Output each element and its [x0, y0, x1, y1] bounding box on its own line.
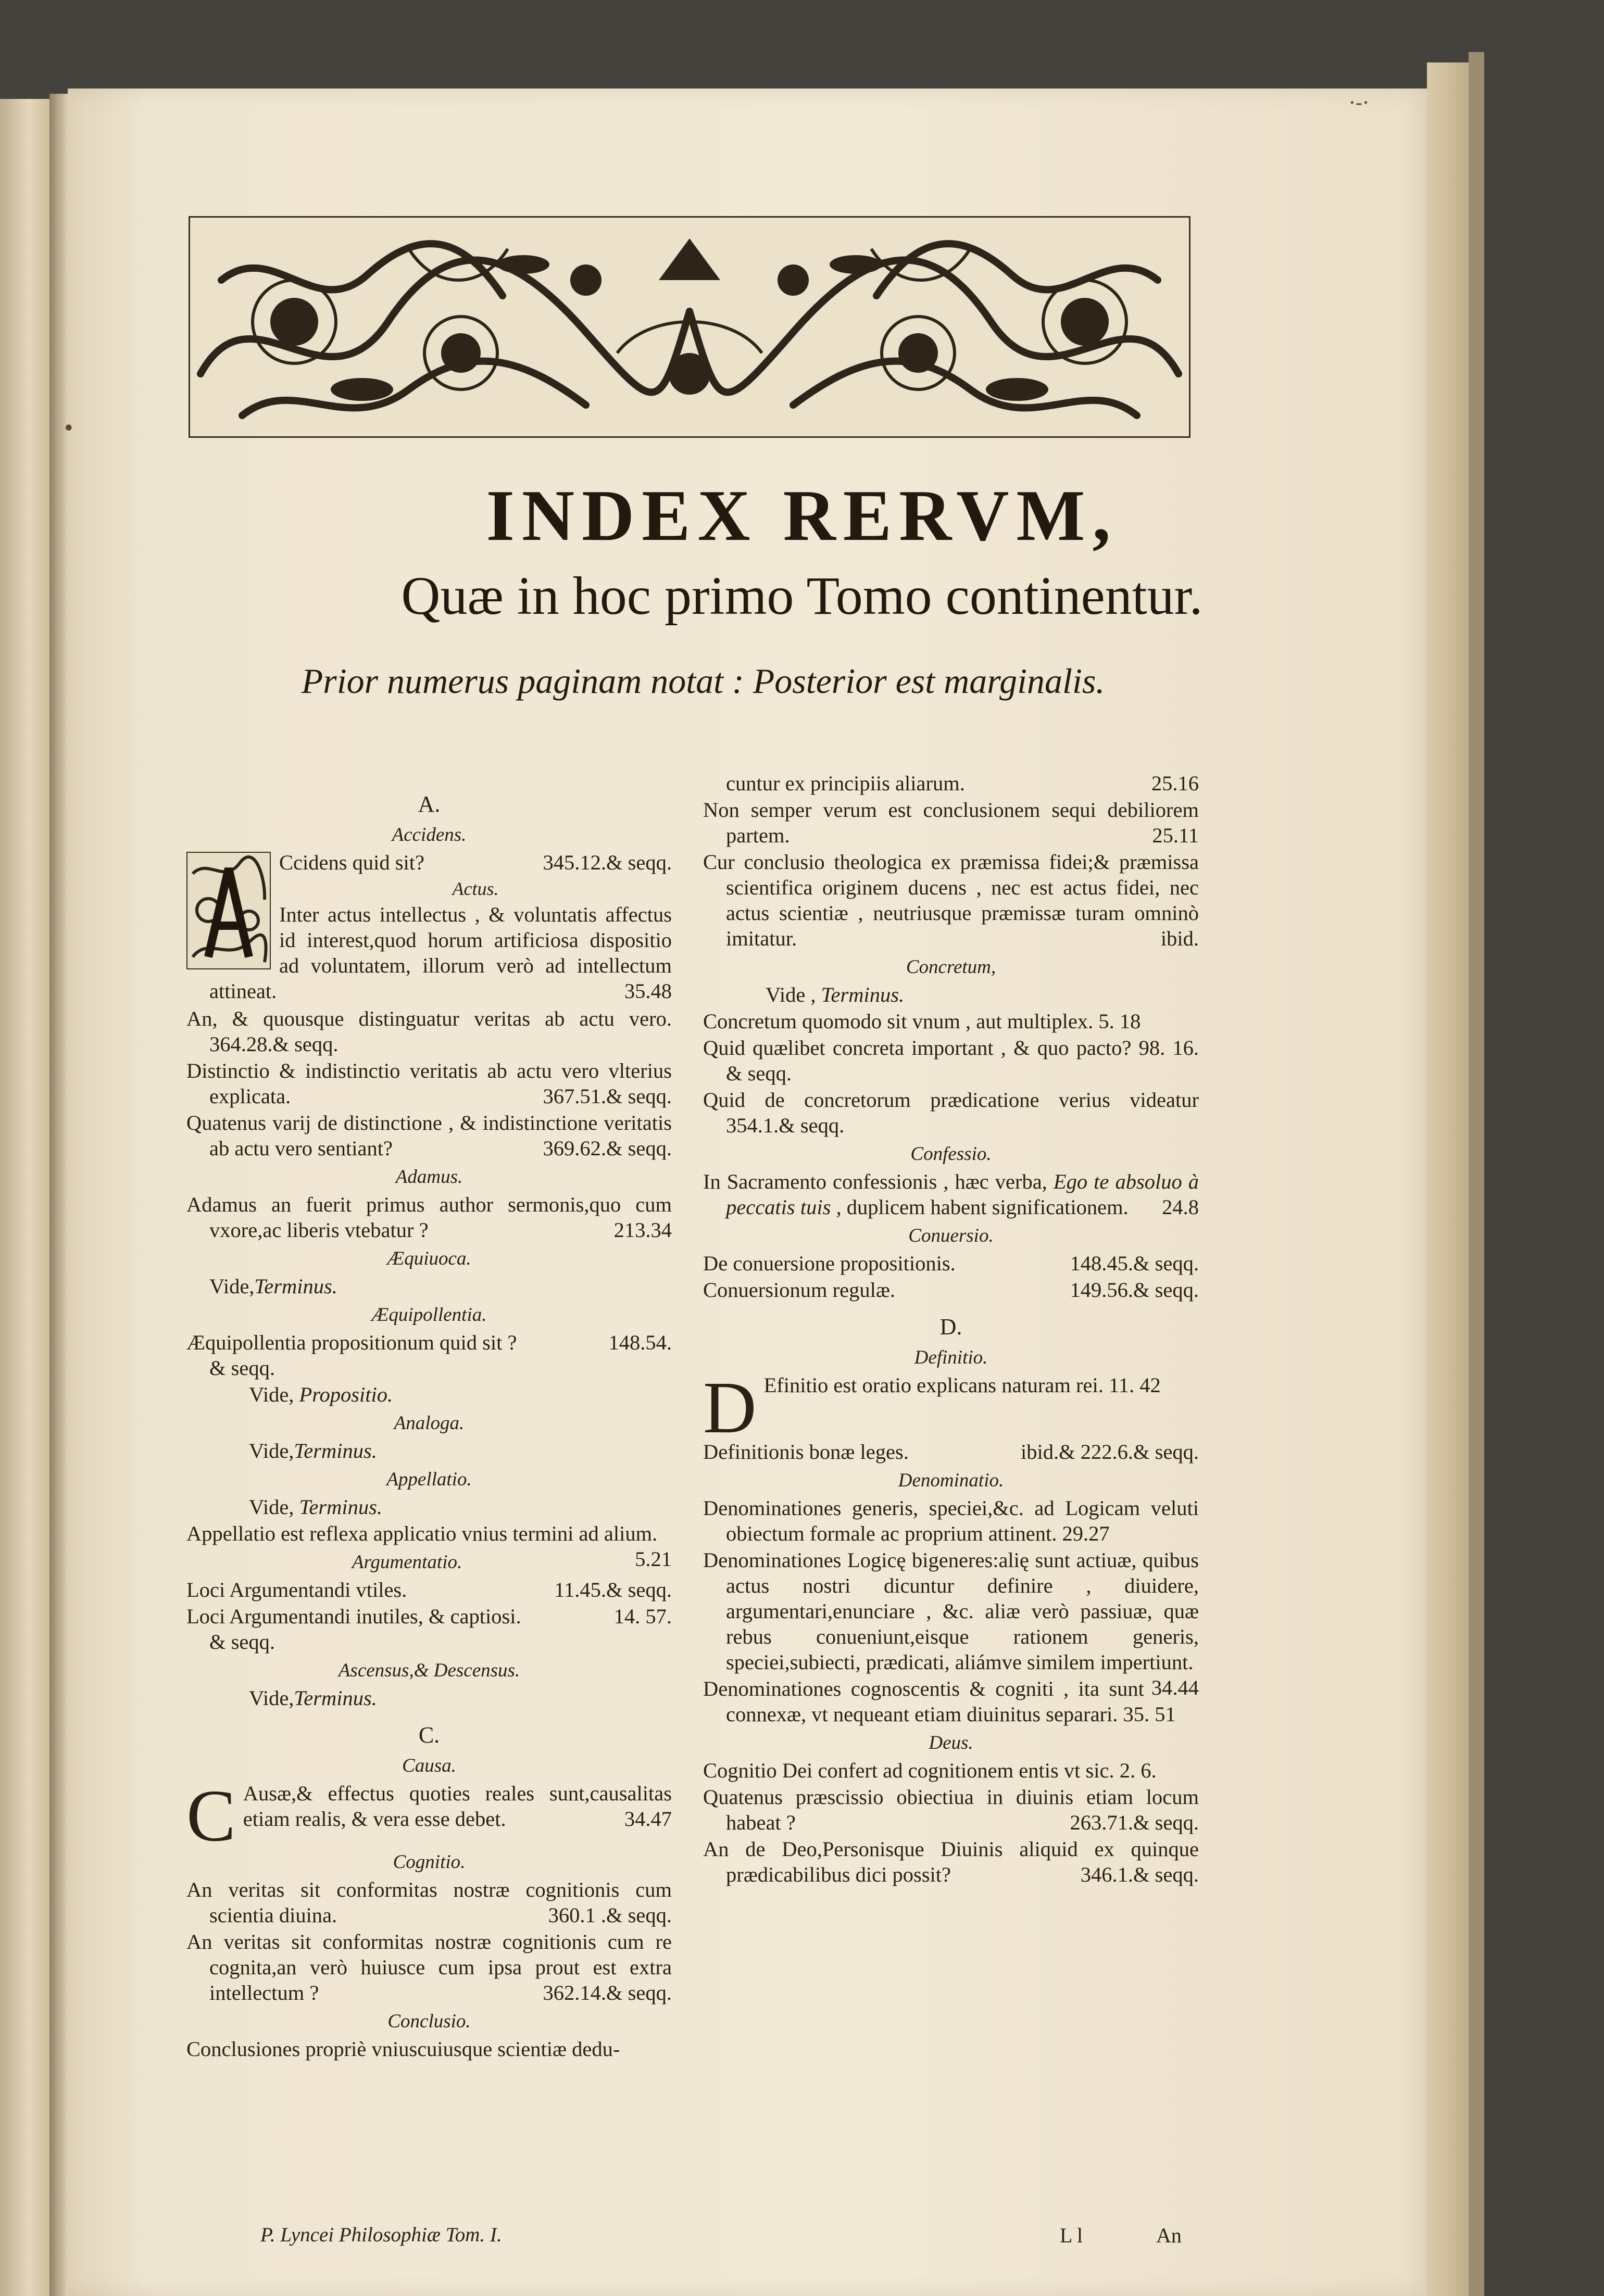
entry-causa: Ausæ,& effectus quoties reales sunt,causalitas etiam realis, & vera esse debet. 34.47: [243, 1782, 672, 1831]
section-letter-d: D.: [939, 1314, 962, 1340]
catchword: An: [1156, 2224, 1182, 2247]
signature-mark: L l: [1060, 2224, 1083, 2247]
vide-analoga: Vide,Terminus.: [249, 1439, 377, 1462]
entry-denominatio-2: Denominationes Logicę bigeneres:alię sunt actiuæ, quibus actus nostri dicuntur definire , diuidere, argumentari,enunciare , &c. aliæ verò passiuæ, quæ rebus conueniunt,eisque rationem generis, speciei,subiecti, prædicati, aliámve similem impertiunt. 34.44: [703, 1548, 1199, 1699]
heading-concretum: Concretum,: [906, 956, 996, 978]
heading-appellatio: Appellatio.: [386, 1469, 472, 1490]
page-fore-edge: [1427, 62, 1474, 2296]
entry-adamus: Adamus an fuerit primus author sermonis,quo cum vxore,ac liberis vtebatur ? 213.34: [186, 1193, 672, 1242]
entry-actus-2: An, & quousque distinguatur veritas ab actu vero. 364.28.& seqq.: [186, 1007, 672, 1056]
foliage-ornament-icon: [190, 218, 1189, 436]
entry-argumentatio-1: Loci Argumentandi vtiles. 11.45.& seqq.: [186, 1578, 672, 1601]
right-column: [703, 771, 1199, 1888]
ink-mark: •: [62, 417, 75, 440]
entry-cognitio-1: An veritas sit conformitas nostræ cognitionis cum scientia diuina. 360.1 .& seqq.: [186, 1878, 672, 1927]
section-letter-c: C.: [418, 1722, 440, 1748]
entry-actus-4: Quatenus varij de distinctione , & indistinctione veritatis ab actu vero sentiant? 369.62.& seqq.: [186, 1111, 672, 1160]
entry-conclusio-cont-3: Cur conclusio theologica ex præmissa fidei;& præmissa scientifica originem ducens , nec est actus fidei, nec actus scientiæ , neutriusque præmissæ turam omninò imitatur. ibid.: [703, 850, 1199, 950]
entry-conclusio: Conclusiones propriè vniuscuiusque scientiæ dedu-: [186, 2037, 620, 2061]
heading-actus: Actus.: [452, 878, 499, 899]
entry-conclusio-cont-1: cuntur ex principiis aliarum. 25.16: [726, 772, 1199, 795]
heading-conuersio: Conuersio.: [908, 1225, 994, 1246]
numbering-note: Prior numerus paginam notat : Posterior est marginalis.: [301, 661, 1105, 701]
entry-definitio-2: Definitionis bonæ leges. ibid.& 222.6.& seqq.: [703, 1440, 1199, 1464]
heading-causa: Causa.: [402, 1755, 456, 1776]
heading-definitio: Definitio.: [914, 1347, 988, 1368]
entry-concretum-3: Quid de concretorum prædicatione verius videatur 354.1.& seqq.: [703, 1088, 1199, 1137]
heading-aequiuoca: Æquiuoca.: [387, 1248, 471, 1269]
dropcap-block: [186, 850, 672, 1005]
decorated-initial-a: [186, 852, 271, 969]
heading-argumentatio: Argumentatio.: [352, 1551, 462, 1573]
entry-denominatio-1: Denominationes generis, speciei,&c. ad Logicam veluti obiectum formale ac proprium attinent. 29.27: [703, 1496, 1199, 1545]
heading-deus: Deus.: [929, 1732, 973, 1753]
woodcut-headpiece: [189, 216, 1191, 438]
heading-confessio: Confessio.: [910, 1143, 992, 1165]
entry-conuersio-2: Conuersionum regulæ. 149.56.& seqq.: [703, 1278, 1199, 1302]
index-subtitle: Quæ in hoc primo Tomo continentur.: [401, 566, 1203, 626]
entry-actus-1: Inter actus intellectus , & voluntatis affectus id interest,quod horum artificiosa dispositio ad voluntatem, illorum verò ad intellectum attineat. 35.48: [209, 903, 672, 1003]
entry-appellatio: Appellatio est reflexa applicatio vnius termini ad alium. 5.21: [186, 1522, 672, 1571]
book-board-edge: [1469, 52, 1484, 2296]
vide-aequipollentia: Vide, Propositio.: [249, 1383, 393, 1406]
heading-ascensus: Ascensus,& Descensus.: [338, 1660, 520, 1681]
initial-c: C: [186, 1781, 236, 1846]
heading-adamus: Adamus.: [395, 1166, 463, 1188]
heading-cognitio: Cognitio.: [393, 1851, 466, 1873]
heading-accidens: Accidens.: [392, 824, 467, 846]
entry-confessio: In Sacramento confessionis , hæc verba, Ego te absoluo à peccatis tuis , duplicem habent significationem. 24.8: [703, 1170, 1199, 1219]
entry-argumentatio-2: Loci Argumentandi inutiles, & captiosi. 14. 57. & seqq.: [186, 1605, 672, 1654]
ink-mark: ·-·: [1349, 91, 1369, 115]
dropcap-block-d: [703, 1372, 1199, 1438]
vide-appellatio: Vide, Terminus.: [249, 1495, 382, 1519]
entry-conuersio-1: De conuersione propositionis. 148.45.& seqq.: [703, 1252, 1199, 1275]
entry-actus-3: Distinctio & indistinctio veritatis ab actu vero vlterius explicata. 367.51.& seqq.: [186, 1059, 672, 1108]
index-title: INDEX RERVM,: [486, 475, 1118, 556]
entry-definitio-1: Efinitio est oratio explicans naturam rei. 11. 42: [763, 1373, 1161, 1397]
section-letter-a: A.: [418, 791, 441, 817]
entry-cognitio-2: An veritas sit conformitas nostræ cognitionis cum re cognita,an verò huiusce cum ipsa prout est extra intellectum ? 362.14.& seqq.: [186, 1930, 672, 2004]
entry-concretum-1: Concretum quomodo sit vnum , aut multiplex. 5. 18: [703, 1010, 1141, 1033]
heading-conclusio: Conclusio.: [387, 2011, 471, 2032]
vide-aequiuoca: Vide,Terminus.: [209, 1275, 337, 1298]
heading-analoga: Analoga.: [394, 1412, 465, 1434]
heading-aequipollentia: Æquipollentia.: [371, 1304, 487, 1326]
running-footer: P. Lyncei Philosophiæ Tom. I.: [260, 2224, 502, 2246]
vide-ascensus: Vide,Terminus.: [249, 1686, 377, 1710]
heading-denominatio: Denominatio.: [898, 1470, 1004, 1491]
left-column: [186, 771, 672, 2063]
entry-deus-3: An de Deo,Personisque Diuinis aliquid ex quinque prædicabilibus dici possit? 346.1.& seqq.: [703, 1837, 1199, 1886]
entry-denominatio-3: Denominationes cognoscentis & cogniti , ita sunt connexæ, vt nequeant etiam diuinitus separari. 35. 51: [703, 1677, 1176, 1726]
entry-accidens: 345.12.& seqq. Ccidens quid sit?: [279, 851, 672, 874]
initial-a-icon: [187, 853, 270, 968]
vide-concretum: Vide , Terminus.: [766, 983, 905, 1006]
dropcap-block-c: [186, 1781, 672, 1846]
entry-aequipollentia: Æquipollentia propositionum quid sit ? 148.54. & seqq.: [186, 1331, 672, 1380]
initial-d: D: [703, 1372, 757, 1438]
left-page-edge: [0, 99, 52, 2296]
entry-deus-2: Quatenus præscissio obiectiua in diuinis etiam locum habeat ? 263.71.& seqq.: [703, 1785, 1199, 1834]
entry-deus-1: Cognitio Dei confert ad cognitionem entis vt sic. 2. 6.: [703, 1759, 1157, 1782]
entry-concretum-2: Quid quælibet concreta important , & quo pacto? 98. 16. & seqq.: [703, 1036, 1199, 1085]
entry-conclusio-cont-2: Non semper verum est conclusionem sequi debiliorem partem. 25.11: [703, 798, 1199, 847]
